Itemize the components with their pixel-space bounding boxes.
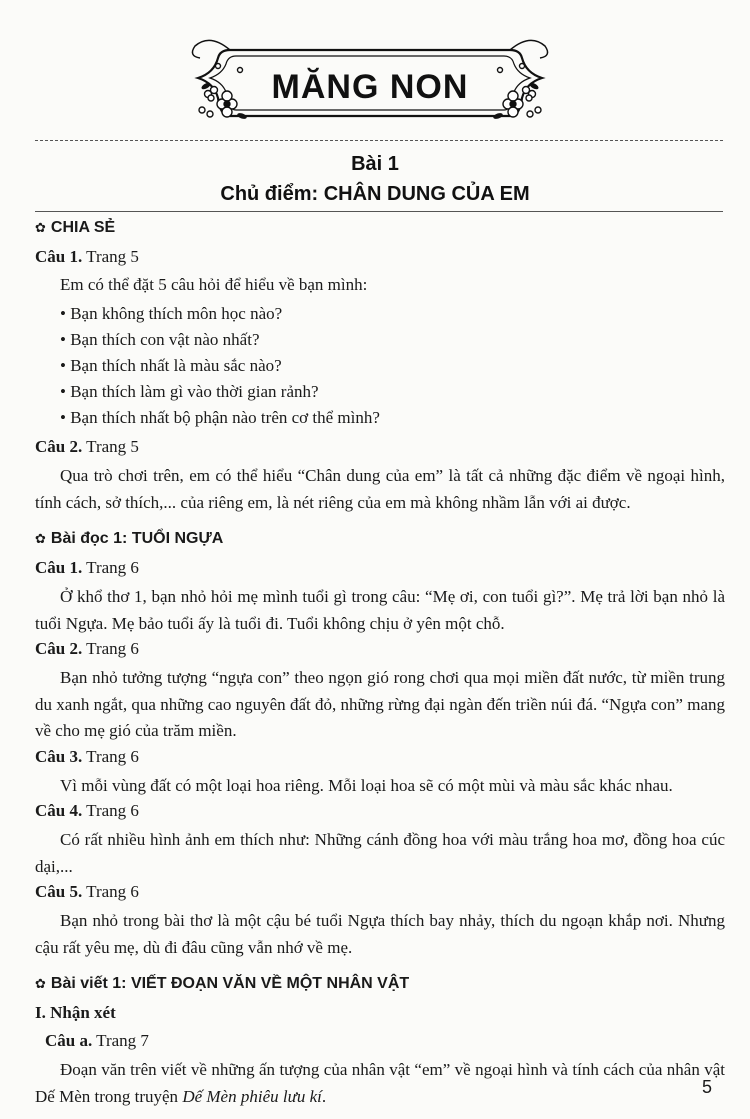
- question-label: Câu 1. Trang 5: [35, 247, 139, 266]
- list-item: • Bạn thích nhất bộ phận nào trên cơ thể mình?: [60, 408, 380, 427]
- list-item: • Bạn thích con vật nào nhất?: [60, 330, 260, 349]
- lesson-number: Bài 1: [351, 153, 399, 175]
- answer-text: Em có thể đặt 5 câu hỏi để hiểu về bạn mình:: [60, 275, 368, 294]
- section-heading: ✿ CHIA SẺ: [35, 217, 725, 239]
- question-label: Câu a. Trang 7: [45, 1031, 149, 1050]
- title-banner: [170, 28, 570, 128]
- list-item: • Bạn thích làm gì vào thời gian rảnh?: [60, 382, 319, 401]
- question-label: Câu 5. Trang 6: [35, 882, 139, 901]
- question-label: Câu 1. Trang 6: [35, 558, 139, 577]
- answer-text: Bạn nhỏ trong bài thơ là một cậu bé tuổi Ngựa thích bay nhảy, thích du ngoạn khắp nơi. Nhưng cậu rất yêu mẹ, dù đi đâu cũng vẫn nhớ về mẹ.: [35, 911, 725, 957]
- part-heading: I. Nhận xét: [35, 1003, 116, 1022]
- question-label: Câu 4. Trang 6: [35, 801, 139, 820]
- flower-bullet-icon: ✿: [35, 976, 46, 991]
- flower-bullet-icon: ✿: [35, 531, 46, 546]
- flower-bullet-icon: ✿: [35, 220, 46, 235]
- answer-text: Ở khổ thơ 1, bạn nhỏ hỏi mẹ mình tuổi gì trong câu: “Mẹ ơi, con tuổi gì?”. Mẹ trả lời bạn nhỏ là tuổi Ngựa. Mẹ bảo tuổi ấy là tuổi đi. Tuổi không chịu ở yên một chỗ.: [35, 587, 725, 633]
- list-item: • Bạn không thích môn học nào?: [60, 304, 283, 323]
- answer-text: Qua trò chơi trên, em có thể hiểu “Chân dung của em” là tất cả những đặc điểm về ngoại hình, tính cách, sở thích,... của riêng em, là nét riêng của em mà không nhầm lẫn với ai được.: [35, 466, 725, 512]
- top-divider: [35, 140, 723, 141]
- answer-text: Vì mỗi vùng đất có một loại hoa riêng. Mỗi loại hoa sẽ có một mùi và màu sắc khác nhau.: [60, 775, 673, 795]
- question-label: Câu 2. Trang 6: [35, 639, 139, 658]
- answer-text: Có rất nhiều hình ảnh em thích như: Những cánh đồng hoa với màu trắng hoa mơ, đồng hoa cúc dại,...: [35, 830, 725, 876]
- answer-text: Bạn nhỏ tưởng tượng “ngựa con” theo ngọn gió rong chơi qua mọi miền đất nước, từ miền trung du xanh ngắt, qua những cao nguyên đất đỏ, những rừng đại ngàn đến triền núi đá. “Ngựa con” mang về cho mẹ gió của trăm miền.: [35, 668, 725, 740]
- page-title: MĂNG NON: [271, 68, 469, 106]
- page-number: 5: [701, 1077, 712, 1097]
- answer-text: Đoạn văn trên viết về những ấn tượng của nhân vật “em” về ngoại hình và tính cách của nhân vật Dế Mèn trong truyện Dế Mèn phiêu lưu kí.: [35, 1060, 725, 1106]
- document-body: [35, 217, 725, 1110]
- list-item: • Bạn thích nhất là màu sắc nào?: [60, 356, 282, 375]
- section-heading: ✿ Bài đọc 1: TUỔI NGỰA: [35, 528, 725, 550]
- question-label: Câu 2. Trang 5: [35, 437, 139, 456]
- book-title: Dế Mèn phiêu lưu kí: [182, 1086, 322, 1106]
- topic-divider: [35, 211, 723, 212]
- question-label: Câu 3. Trang 6: [35, 746, 139, 766]
- section-heading: ✿ Bài viết 1: VIẾT ĐOẠN VĂN VỀ MỘT NHÂN VẬT: [35, 973, 725, 995]
- lesson-topic: Chủ điểm: CHÂN DUNG CỦA EM: [220, 183, 530, 205]
